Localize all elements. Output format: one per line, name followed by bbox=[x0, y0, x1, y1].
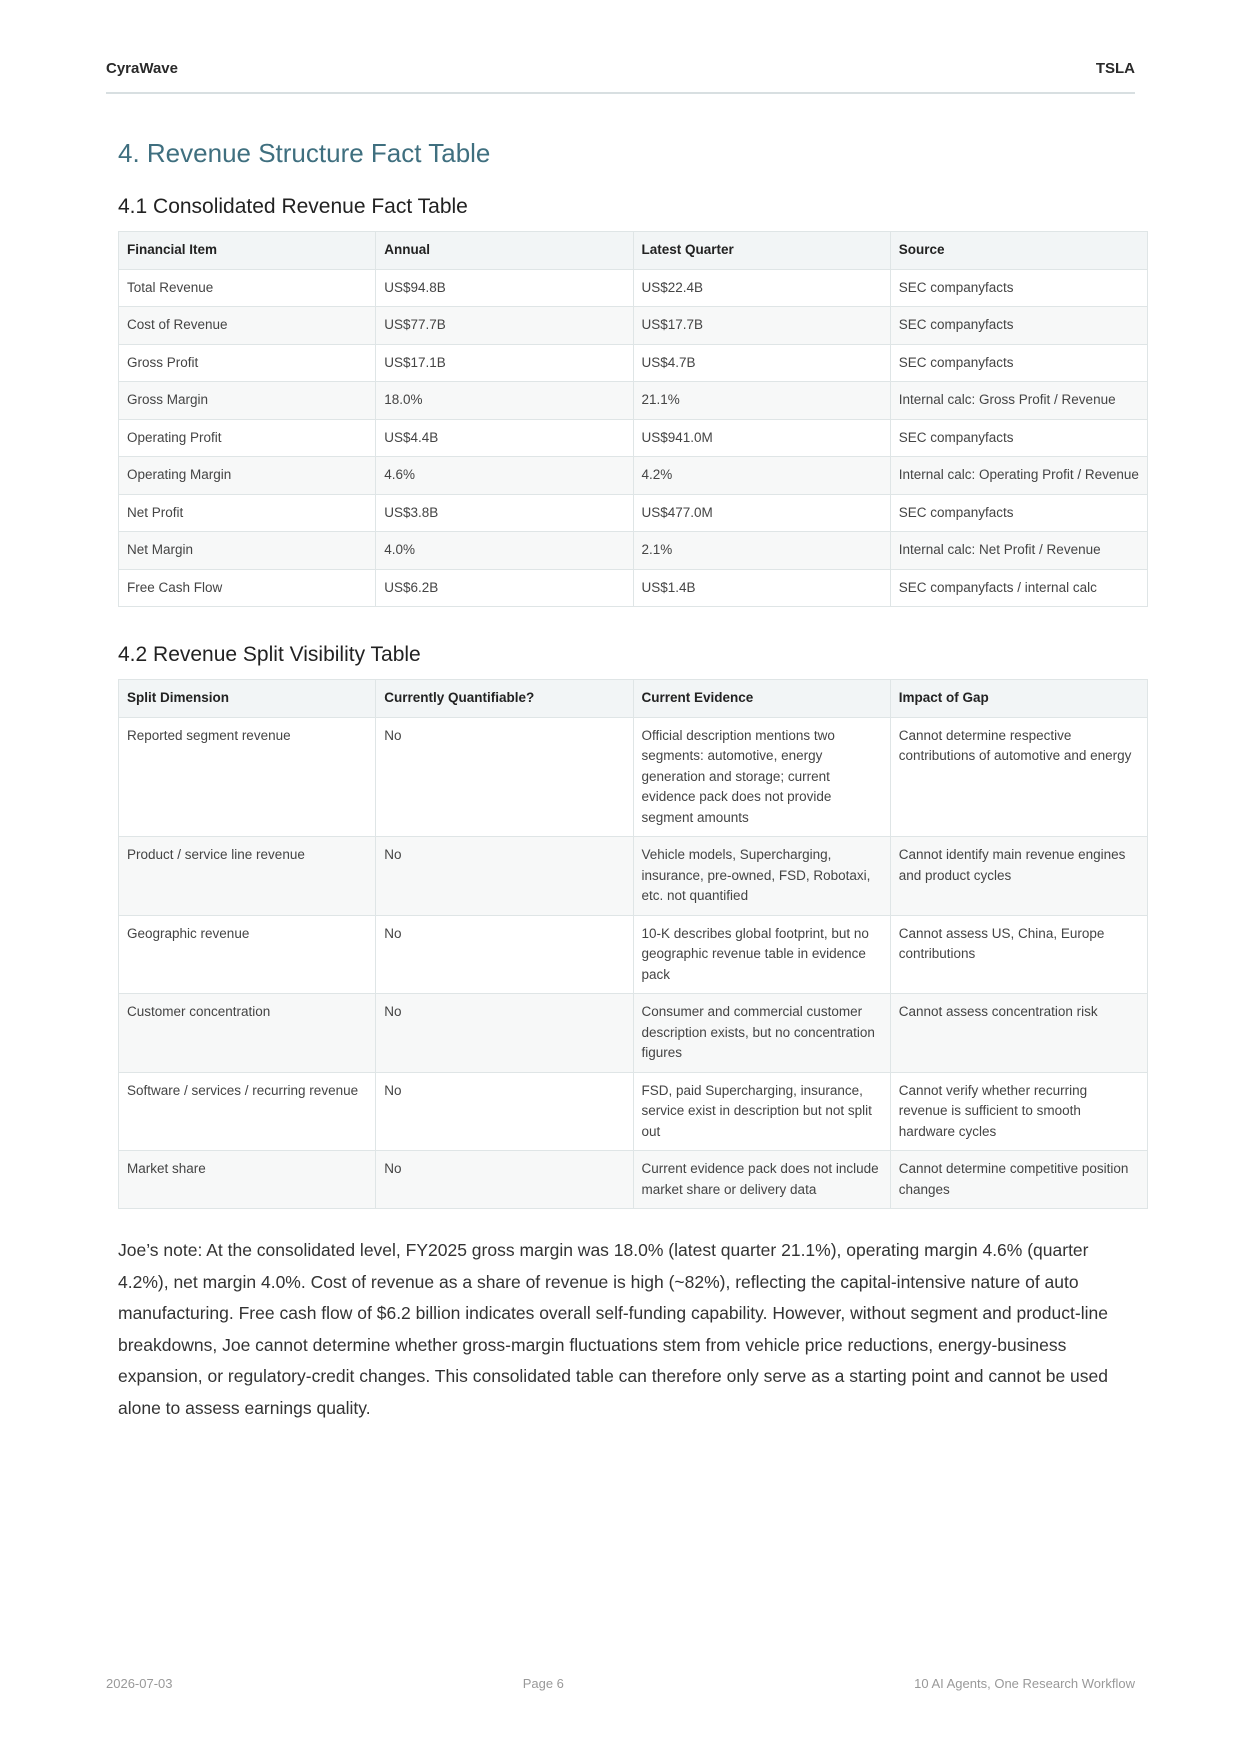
table-cell: No bbox=[376, 1151, 633, 1209]
table-cell: US$17.1B bbox=[376, 344, 633, 382]
table-cell: Gross Profit bbox=[119, 344, 376, 382]
table-cell: FSD, paid Supercharging, insurance, service exist in description but not split out bbox=[633, 1072, 890, 1151]
table-cell: US$4.7B bbox=[633, 344, 890, 382]
table-cell: Cannot assess US, China, Europe contributions bbox=[890, 915, 1147, 994]
table-cell: US$94.8B bbox=[376, 269, 633, 307]
table2-title: 4.2 Revenue Split Visibility Table bbox=[118, 643, 421, 666]
revenue-split-table bbox=[118, 679, 1148, 1209]
table-row bbox=[119, 532, 1148, 570]
table-cell: Product / service line revenue bbox=[119, 837, 376, 916]
table-header-row bbox=[119, 232, 1148, 270]
table-cell: Official description mentions two segments: automotive, energy generation and storage; current evidence pack does not provide segment amounts bbox=[633, 717, 890, 837]
table-row bbox=[119, 307, 1148, 345]
table-cell: 4.2% bbox=[633, 457, 890, 495]
table-row bbox=[119, 1072, 1148, 1151]
table-cell: Cannot determine competitive position changes bbox=[890, 1151, 1147, 1209]
brand-name: CyraWave bbox=[106, 60, 178, 77]
table-cell: Free Cash Flow bbox=[119, 569, 376, 607]
table-cell: US$1.4B bbox=[633, 569, 890, 607]
table-row bbox=[119, 269, 1148, 307]
footer-tagline: 10 AI Agents, One Research Workflow bbox=[914, 1676, 1135, 1691]
section-title: 4. Revenue Structure Fact Table bbox=[118, 138, 491, 168]
table-cell: Cannot identify main revenue engines and product cycles bbox=[890, 837, 1147, 916]
table-cell: Internal calc: Net Profit / Revenue bbox=[890, 532, 1147, 570]
table-cell: US$477.0M bbox=[633, 494, 890, 532]
table-cell: Vehicle models, Supercharging, insurance, pre‑owned, FSD, Robotaxi, etc. not quantified bbox=[633, 837, 890, 916]
column-header: Financial Item bbox=[119, 232, 376, 270]
table-row bbox=[119, 1151, 1148, 1209]
table-cell: Gross Margin bbox=[119, 382, 376, 420]
table-cell: 4.6% bbox=[376, 457, 633, 495]
table-row bbox=[119, 494, 1148, 532]
table-row bbox=[119, 344, 1148, 382]
page-number: Page 6 bbox=[522, 1676, 564, 1691]
table-cell: Current evidence pack does not include market share or delivery data bbox=[633, 1151, 890, 1209]
table-cell: US$4.4B bbox=[376, 419, 633, 457]
table-cell: SEC companyfacts bbox=[890, 269, 1147, 307]
column-header: Current Evidence bbox=[633, 680, 890, 718]
table-cell: 2.1% bbox=[633, 532, 890, 570]
table-cell: US$3.8B bbox=[376, 494, 633, 532]
table-cell: No bbox=[376, 994, 633, 1073]
table-cell: US$22.4B bbox=[633, 269, 890, 307]
table1-title: 4.1 Consolidated Revenue Fact Table bbox=[118, 195, 468, 218]
table-row bbox=[119, 915, 1148, 994]
table-cell: No bbox=[376, 837, 633, 916]
table-cell: Customer concentration bbox=[119, 994, 376, 1073]
table-cell: Total Revenue bbox=[119, 269, 376, 307]
table-cell: Internal calc: Operating Profit / Revenue bbox=[890, 457, 1147, 495]
column-header: Annual bbox=[376, 232, 633, 270]
table-cell: US$941.0M bbox=[633, 419, 890, 457]
table-cell: SEC companyfacts bbox=[890, 419, 1147, 457]
header-divider bbox=[106, 92, 1135, 94]
table-header-row bbox=[119, 680, 1148, 718]
table-row bbox=[119, 837, 1148, 916]
analyst-note: Joe’s note: At the consolidated level, FY2025 gross margin was 18.0% (latest quarter 21.1%), operating margin 4.6% (quarter 4.2%), net margin 4.0%. Cost of revenue as a share of revenue is high (~82%), reflecting the capital‑intensive nature of auto manufacturing. Free cash flow of $6.2 billion indicates overall self‑funding capability. However, without segment and product‑line breakdowns, Joe cannot determine whether gross‑margin fluctuations stem from vehicle price reductions, energy‑business expansion, or regulatory‑credit changes. This consolidated table can therefore only serve as a starting point and cannot be used alone to assess earnings quality. bbox=[118, 1240, 1109, 1418]
table-cell: Net Profit bbox=[119, 494, 376, 532]
column-header: Currently Quantifiable? bbox=[376, 680, 633, 718]
table-cell: SEC companyfacts bbox=[890, 494, 1147, 532]
table-row bbox=[119, 569, 1148, 607]
ticker-label: TSLA bbox=[1095, 60, 1135, 77]
table-cell: Market share bbox=[119, 1151, 376, 1209]
column-header: Source bbox=[890, 232, 1147, 270]
column-header: Split Dimension bbox=[119, 680, 376, 718]
table-cell: Internal calc: Gross Profit / Revenue bbox=[890, 382, 1147, 420]
page-footer bbox=[106, 1676, 1135, 1691]
table-cell: Operating Profit bbox=[119, 419, 376, 457]
table-cell: Reported segment revenue bbox=[119, 717, 376, 837]
consolidated-revenue-table bbox=[118, 231, 1148, 607]
table-row bbox=[119, 994, 1148, 1073]
table-cell: Geographic revenue bbox=[119, 915, 376, 994]
table-cell: SEC companyfacts / internal calc bbox=[890, 569, 1147, 607]
page-header bbox=[106, 60, 1135, 77]
table-cell: Operating Margin bbox=[119, 457, 376, 495]
table-cell: US$6.2B bbox=[376, 569, 633, 607]
table-cell: SEC companyfacts bbox=[890, 344, 1147, 382]
table-cell: US$17.7B bbox=[633, 307, 890, 345]
table-row bbox=[119, 457, 1148, 495]
table-cell: Net Margin bbox=[119, 532, 376, 570]
column-header: Impact of Gap bbox=[890, 680, 1147, 718]
table-row bbox=[119, 419, 1148, 457]
table-cell: 21.1% bbox=[633, 382, 890, 420]
table-cell: Cost of Revenue bbox=[119, 307, 376, 345]
table-cell: SEC companyfacts bbox=[890, 307, 1147, 345]
table-cell: Cannot verify whether recurring revenue is sufficient to smooth hardware cycles bbox=[890, 1072, 1147, 1151]
table-cell: No bbox=[376, 1072, 633, 1151]
table-cell: Software / services / recurring revenue bbox=[119, 1072, 376, 1151]
table-cell: 10‑K describes global footprint, but no geographic revenue table in evidence pack bbox=[633, 915, 890, 994]
table-cell: Cannot assess concentration risk bbox=[890, 994, 1147, 1073]
table-cell: Consumer and commercial customer description exists, but no concentration figures bbox=[633, 994, 890, 1073]
table-row bbox=[119, 717, 1148, 837]
table-row bbox=[119, 382, 1148, 420]
table-cell: US$77.7B bbox=[376, 307, 633, 345]
table-cell: 4.0% bbox=[376, 532, 633, 570]
table-cell: No bbox=[376, 717, 633, 837]
footer-date: 2026-07-03 bbox=[106, 1676, 173, 1691]
column-header: Latest Quarter bbox=[633, 232, 890, 270]
table-cell: 18.0% bbox=[376, 382, 633, 420]
table-cell: No bbox=[376, 915, 633, 994]
page-content bbox=[118, 138, 1148, 1424]
table-cell: Cannot determine respective contributions of automotive and energy bbox=[890, 717, 1147, 837]
